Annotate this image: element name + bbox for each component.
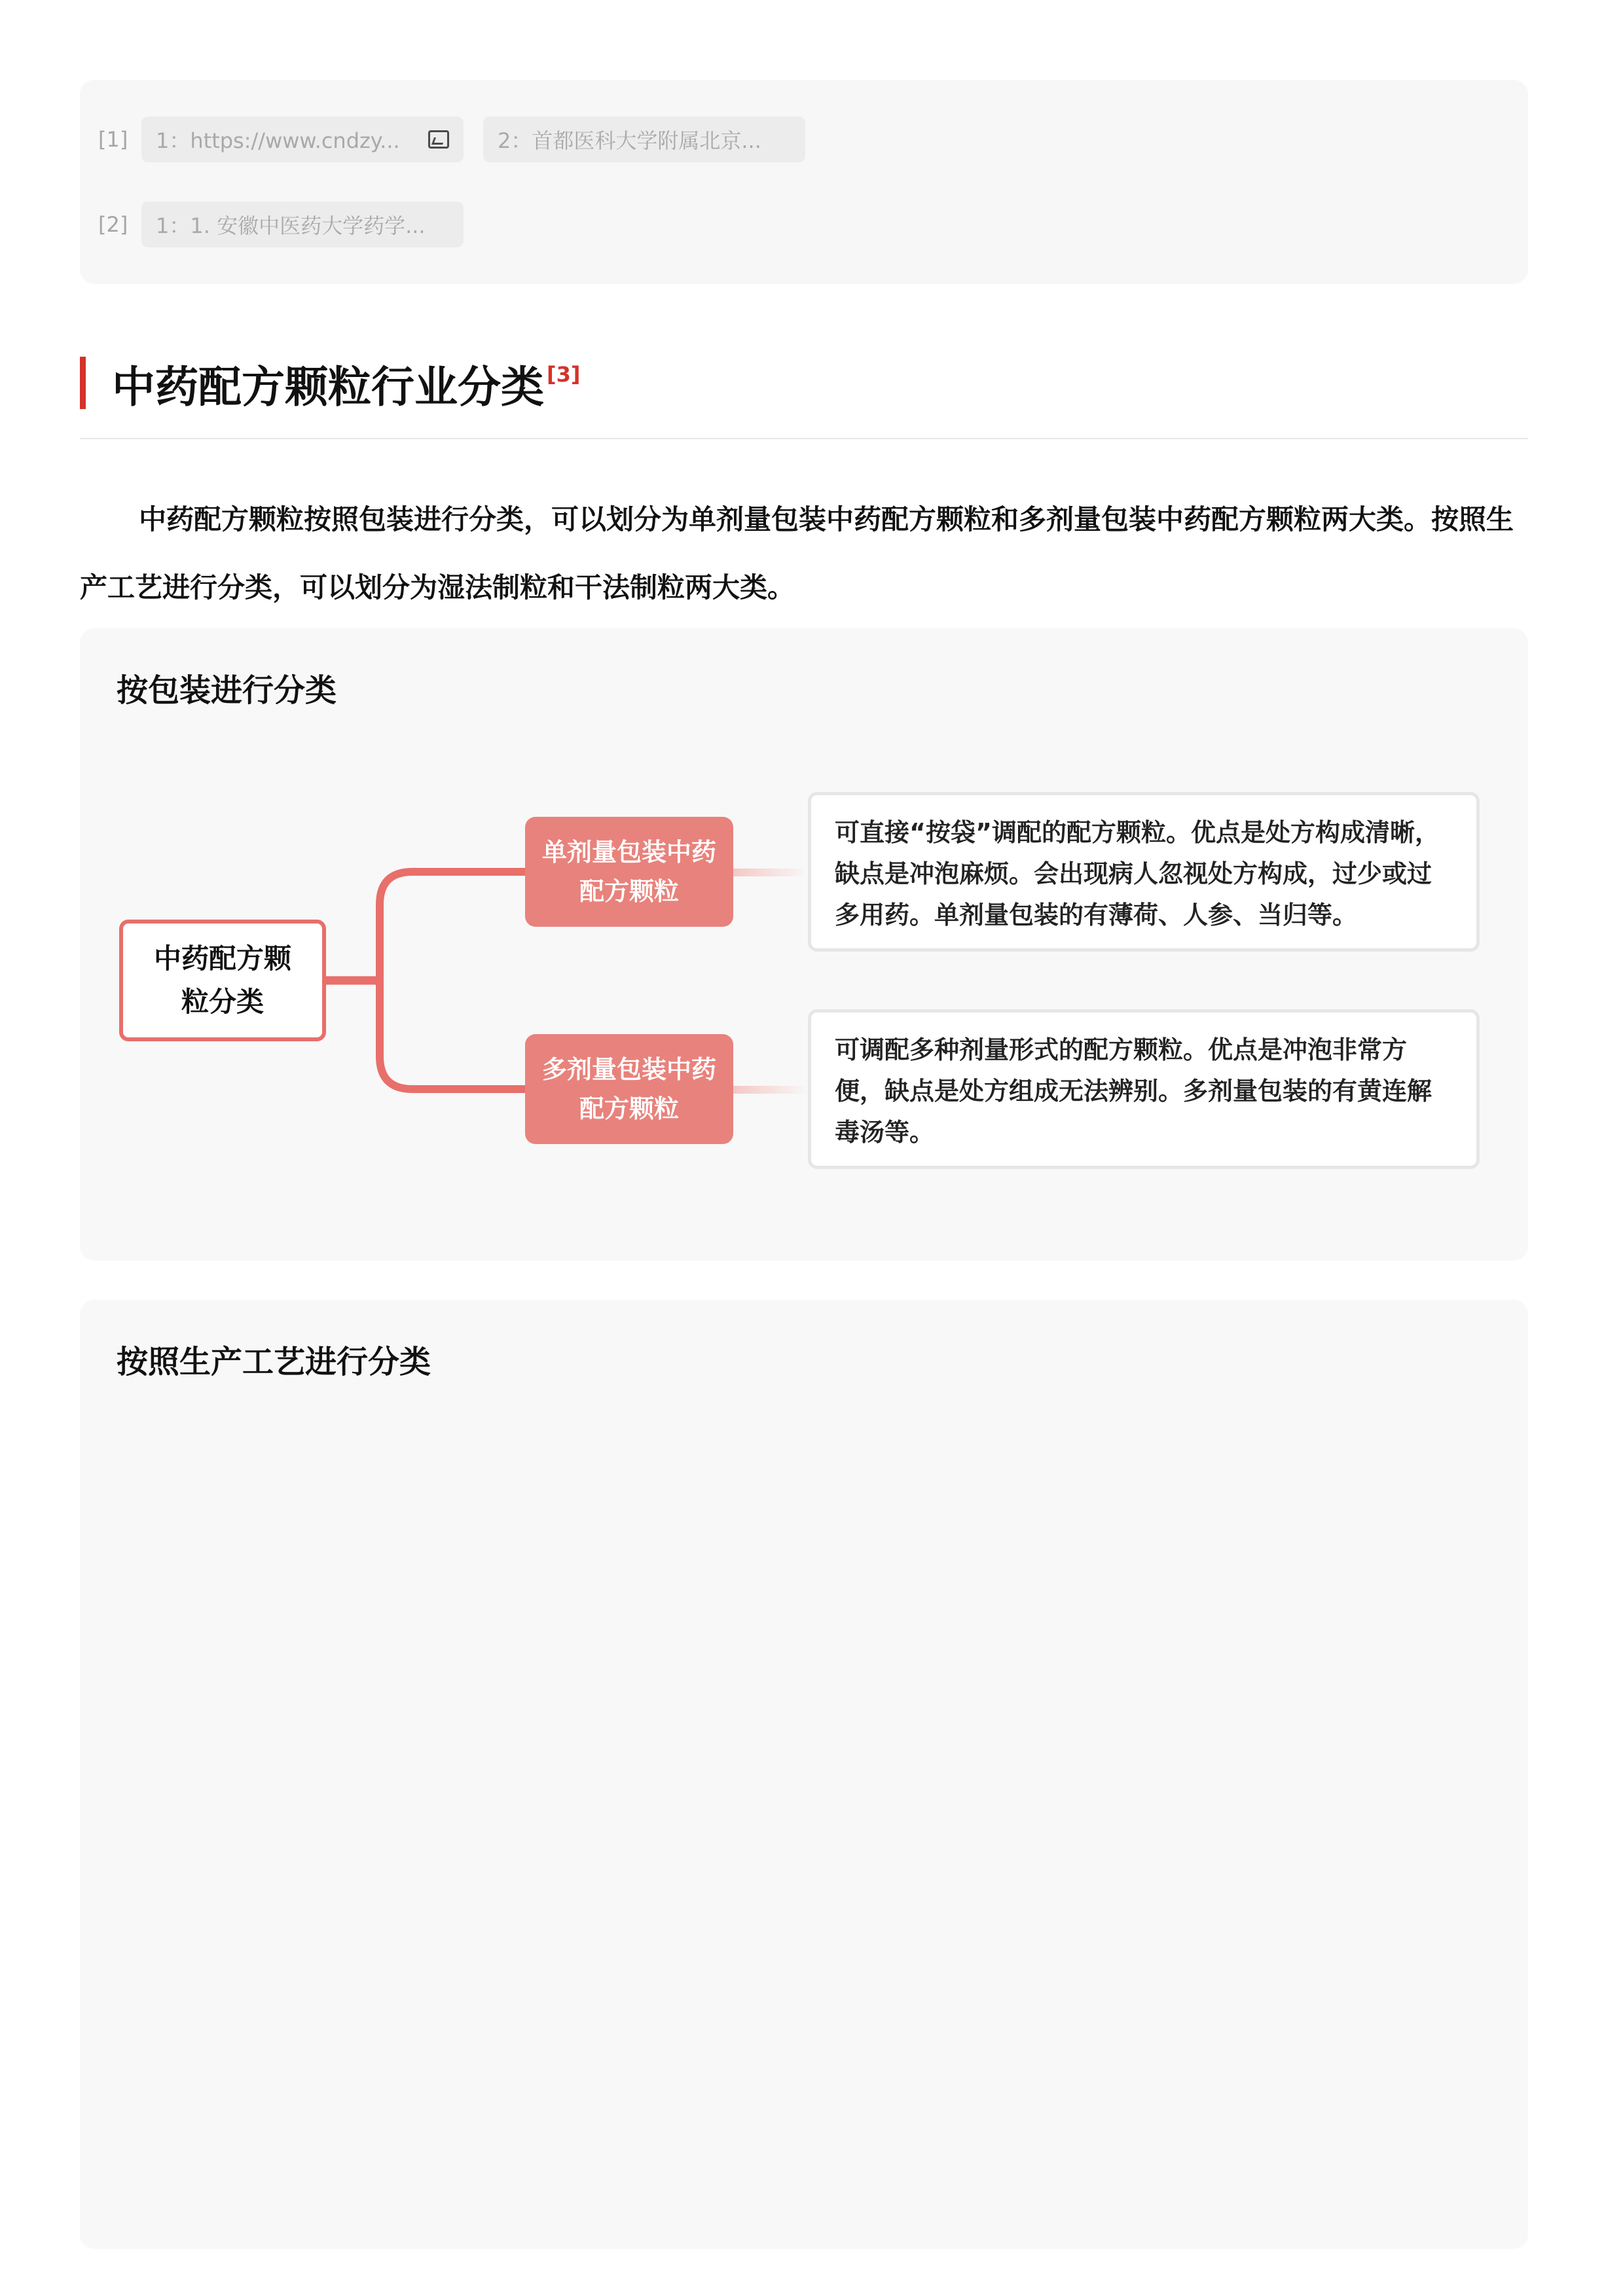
branch-description-multi-dose: 可调配多种剂量形式的配方颗粒。优点是冲泡非常方便，缺点是处方组成无法辨别。多剂量包装的有黄连解毒汤等。 [808,1009,1480,1169]
panel-title: 按照生产工艺进行分类 [117,1344,431,1380]
section-divider [80,438,1528,439]
reference-link[interactable] [483,117,805,162]
intro-paragraph: 中药配方颗粒按照包装进行分类，可以划分为单剂量包装中药配方颗粒和多剂量包装中药配方颗粒两大类。按照生产工艺进行分类，可以划分为湿法制粒和干法制粒两大类。 [80,503,1514,603]
reference-link[interactable] [141,202,464,247]
mindmap-root-node: 中药配方颗粒分类 [119,920,326,1041]
desc-connector-lower [733,1086,808,1094]
reference-row [98,117,825,162]
packaging-classification-panel [80,628,1528,1261]
branch-connector-lower [380,980,526,1089]
references-box [80,80,1528,284]
process-classification-panel [80,1300,1528,2249]
section-accent-bar [80,357,86,409]
branch-connector-upper [380,872,526,980]
branch-node-multi-dose: 多剂量包装中药配方颗粒 [525,1034,733,1144]
reference-link-text: 1：1. 安徽中医药大学药学... [156,213,426,238]
reference-row [98,202,483,247]
desc-connector-upper [733,869,808,876]
reference-number: [1] [98,127,128,152]
branch-description-single-dose: 可直接“按袋”调配的配方颗粒。优点是处方构成清晰，缺点是冲泡麻烦。会出现病人忽视处方构成，过少或过多用药。单剂量包装的有薄荷、人参、当归等。 [808,792,1480,952]
section-heading [80,357,581,412]
reference-link-text: 1：https://www.cndzy... [156,128,400,153]
panel-title: 按包装进行分类 [117,672,337,709]
section-title: 中药配方颗粒行业分类 [112,361,544,412]
citation-link[interactable]: [3] [547,362,581,387]
branch-node-single-dose: 单剂量包装中药配方颗粒 [525,817,733,927]
reference-number: [2] [98,212,128,237]
image-icon[interactable] [428,130,449,149]
reference-link-text: 2：首都医科大学附属北京... [498,128,761,153]
reference-link[interactable] [141,117,464,162]
